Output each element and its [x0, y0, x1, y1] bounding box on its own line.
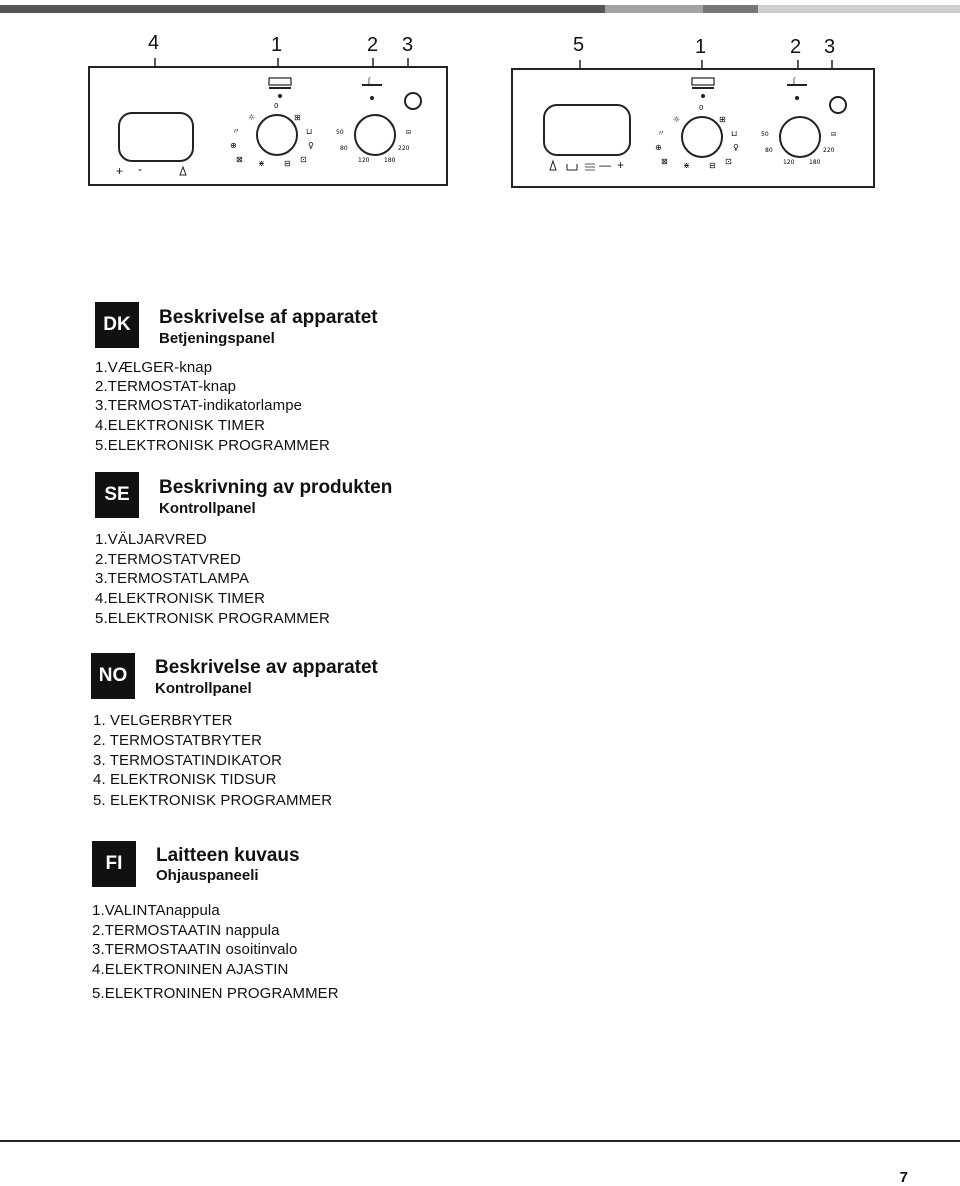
- svg-text:⊕: ⊕: [655, 143, 662, 152]
- selector-symbols: [230, 98, 320, 168]
- svg-text:120: 120: [358, 157, 370, 164]
- svg-text:220: 220: [823, 147, 835, 154]
- svg-text:⊔: ⊔: [306, 127, 313, 136]
- plus-label: +: [116, 164, 124, 178]
- list-item: 1.VÄLJARVRED: [95, 531, 207, 548]
- list-item: 5.ELEKTRONISK PROGRAMMER: [95, 610, 330, 627]
- minus-label: -: [138, 162, 142, 176]
- list-item: 4.ELEKTRONINEN AJASTIN: [92, 961, 289, 978]
- svg-text:80: 80: [765, 147, 773, 154]
- svg-text:ʃ: ʃ: [793, 77, 796, 85]
- list-item: 1. VELGERBRYTER: [93, 712, 233, 729]
- svg-text:☼: ☼: [248, 113, 256, 122]
- callout-1-right: 1: [695, 36, 707, 58]
- section-subtitle-no: Kontrollpanel: [155, 680, 252, 697]
- oven-panel-left: [88, 66, 448, 186]
- svg-text:⋇: ⋇: [258, 159, 265, 168]
- section-subtitle-dk: Betjeningspanel: [159, 330, 275, 347]
- callout-3: 3: [402, 34, 414, 56]
- list-item: 4.ELEKTRONISK TIMER: [95, 590, 265, 607]
- svg-text:0: 0: [699, 104, 704, 112]
- footer-rule: [0, 1140, 960, 1142]
- svg-text:180: 180: [809, 159, 821, 166]
- svg-text:♀: ♀: [308, 141, 314, 150]
- minus-label-right: —: [599, 158, 611, 172]
- callout-3-right: 3: [824, 36, 836, 58]
- svg-text:⊕: ⊕: [230, 141, 237, 150]
- svg-text:0: 0: [274, 102, 279, 110]
- svg-text:50: 50: [336, 129, 344, 136]
- svg-text:⊠: ⊠: [661, 157, 668, 166]
- svg-text:⊞: ⊞: [719, 115, 726, 124]
- section-title-fi: Laitteen kuvaus: [156, 845, 300, 866]
- svg-text:180: 180: [384, 157, 396, 164]
- svg-text:〃: 〃: [232, 127, 240, 136]
- section-subtitle-fi: Ohjauspaneeli: [156, 867, 259, 884]
- thermostat-indicator-lamp: [404, 92, 422, 110]
- svg-text:⊟: ⊟: [406, 129, 412, 136]
- svg-text:☼: ☼: [673, 115, 681, 124]
- section-title-dk: Beskrivelse af apparatet: [159, 307, 378, 328]
- callout-2: 2: [367, 34, 379, 56]
- list-item: 5.ELEKTRONINEN PROGRAMMER: [92, 985, 339, 1002]
- oven-panel-right: [511, 68, 875, 188]
- list-item: 1.VALINTAnappula: [92, 902, 220, 919]
- list-item: 2.TERMOSTAT-knap: [95, 378, 237, 395]
- thermostat-indicator-lamp-right: [829, 96, 847, 114]
- svg-text:80: 80: [340, 145, 348, 152]
- callout-5: 5: [573, 34, 585, 56]
- list-item: 4. ELEKTRONISK TIDSUR: [93, 771, 277, 788]
- list-item: 2.TERMOSTAATIN nappula: [92, 922, 280, 939]
- callout-1: 1: [271, 34, 283, 56]
- svg-text:⊡: ⊡: [725, 157, 732, 166]
- list-item: 3.TERMOSTAT-indikatorlampe: [95, 397, 303, 414]
- thermostat-symbols-right: [761, 126, 841, 170]
- list-item: 3. TERMOSTATINDIKATOR: [93, 752, 283, 769]
- language-badge-fi: FI: [92, 841, 136, 887]
- svg-text:⊡: ⊡: [300, 155, 307, 164]
- language-badge-no: NO: [91, 653, 135, 699]
- thermostat-knob-marker-right: [785, 76, 809, 106]
- list-item: 1.VÆLGER-knap: [95, 359, 213, 376]
- thermostat-symbols: [336, 124, 416, 168]
- svg-text:⊔: ⊔: [731, 129, 738, 138]
- svg-text:♀: ♀: [733, 143, 739, 152]
- svg-text:⊞: ⊞: [294, 113, 301, 122]
- language-badge-dk: DK: [95, 302, 139, 348]
- list-item: 5.ELEKTRONISK PROGRAMMER: [95, 437, 330, 454]
- selector-symbols-right: [655, 100, 745, 170]
- bell-icon: [178, 166, 188, 178]
- timer-display: [118, 112, 194, 162]
- svg-text:⊟: ⊟: [284, 159, 291, 168]
- selector-knob-marker-right: [689, 76, 719, 102]
- list-item: 4.ELEKTRONISK TIMER: [95, 417, 265, 434]
- list-item: 2.TERMOSTATVRED: [95, 551, 241, 568]
- svg-text:〃: 〃: [657, 129, 665, 138]
- section-subtitle-se: Kontrollpanel: [159, 500, 256, 517]
- svg-text:⊠: ⊠: [236, 155, 243, 164]
- svg-text:⊟: ⊟: [709, 161, 716, 170]
- list-item: 2. TERMOSTATBRYTER: [93, 732, 263, 749]
- callout-2-right: 2: [790, 36, 802, 58]
- svg-text:120: 120: [783, 159, 795, 166]
- svg-text:ʃ: ʃ: [368, 77, 371, 85]
- section-title-se: Beskrivning av produkten: [159, 477, 393, 498]
- language-badge-se: SE: [95, 472, 139, 518]
- list-item: 5. ELEKTRONISK PROGRAMMER: [93, 792, 333, 809]
- thermostat-knob-marker: [360, 76, 384, 106]
- svg-text:220: 220: [398, 145, 410, 152]
- plus-label-right: +: [617, 158, 625, 172]
- section-title-no: Beskrivelse av apparatet: [155, 657, 378, 678]
- svg-text:⋇: ⋇: [683, 161, 690, 170]
- list-item: 3.TERMOSTATLAMPA: [95, 570, 250, 587]
- callout-4: 4: [148, 32, 160, 54]
- svg-text:50: 50: [761, 131, 769, 138]
- svg-text:⊟: ⊟: [831, 131, 837, 138]
- programmer-display: [543, 104, 631, 156]
- page-number: 7: [899, 1169, 908, 1186]
- list-item: 3.TERMOSTAATIN osoitinvalo: [92, 941, 298, 958]
